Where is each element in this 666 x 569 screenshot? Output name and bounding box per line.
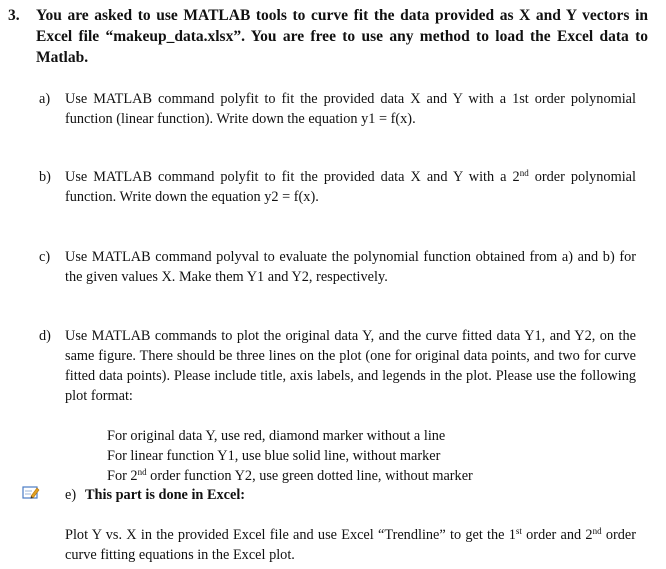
part-e-text-2: order and 2 xyxy=(521,527,593,543)
part-e-superscript-2: nd xyxy=(592,526,602,536)
question-heading xyxy=(8,5,648,68)
part-b-text-end: order polynomial function. Write down the equation y2 = f(x). xyxy=(65,169,636,205)
part-a xyxy=(39,89,636,129)
part-a-text: Use MATLAB command polyfit to fit the provided data X and Y with a 1st order polynomial function (linear function). Write down the equation y1 = f(x). xyxy=(65,91,636,127)
part-b-text xyxy=(39,167,636,207)
part-e-text xyxy=(65,525,636,565)
edit-note-icon[interactable] xyxy=(22,484,40,500)
part-d-text: Use MATLAB commands to plot the original data Y, and the curve fitted data Y1, and Y2, on the same figure. There should be three lines on the plot (one for original data points, and two for curve fitted data points). Please include title, axis labels, and legends in the plot. Please use the following plot format: xyxy=(65,328,636,404)
part-e-title: This part is done in Excel: xyxy=(85,487,246,503)
format-line-original: For original data Y, use red, diamond marker without a line xyxy=(107,428,446,444)
part-e-superscript-1: st xyxy=(515,526,522,536)
question-number: 3. xyxy=(8,7,20,24)
format-line-quadratic xyxy=(107,466,473,486)
part-b-superscript: nd xyxy=(519,168,529,178)
part-b xyxy=(39,167,636,207)
part-a-label: a) xyxy=(39,91,51,107)
part-b-text-start: Use MATLAB command polyfit to fit the provided data X and Y with a 2 xyxy=(65,169,520,185)
format-line-linear: For linear function Y1, use blue solid line, without marker xyxy=(107,448,441,464)
plot-format-list xyxy=(107,426,473,486)
format-line-quadratic-end: order function Y2, use green dotted line, without marker xyxy=(146,468,473,484)
format-line-quadratic-start: For 2 xyxy=(107,468,138,484)
part-c-text: Use MATLAB command polyval to evaluate the polynomial function obtained from a) and b) for the given values X. Make them Y1 and Y2, respectively. xyxy=(65,249,636,285)
part-e-text-3: order curve fitting equations in the Excel plot. xyxy=(65,527,636,563)
part-e-label: e) xyxy=(65,487,77,503)
part-d-label: d) xyxy=(39,328,51,344)
part-c xyxy=(39,247,636,287)
question-text: You are asked to use MATLAB tools to curve fit the data provided as X and Y vectors in Excel file “makeup_data.xlsx”. You are free to use any method to load the Excel data to Matlab. xyxy=(36,7,648,66)
part-c-label: c) xyxy=(39,249,51,265)
part-d xyxy=(39,326,636,406)
part-b-label: b) xyxy=(39,169,51,185)
format-line-quadratic-superscript: nd xyxy=(137,467,147,477)
part-e-text-1: Plot Y vs. X in the provided Excel file and use Excel “Trendline” to get the 1 xyxy=(65,527,516,543)
part-e-heading xyxy=(65,485,245,505)
